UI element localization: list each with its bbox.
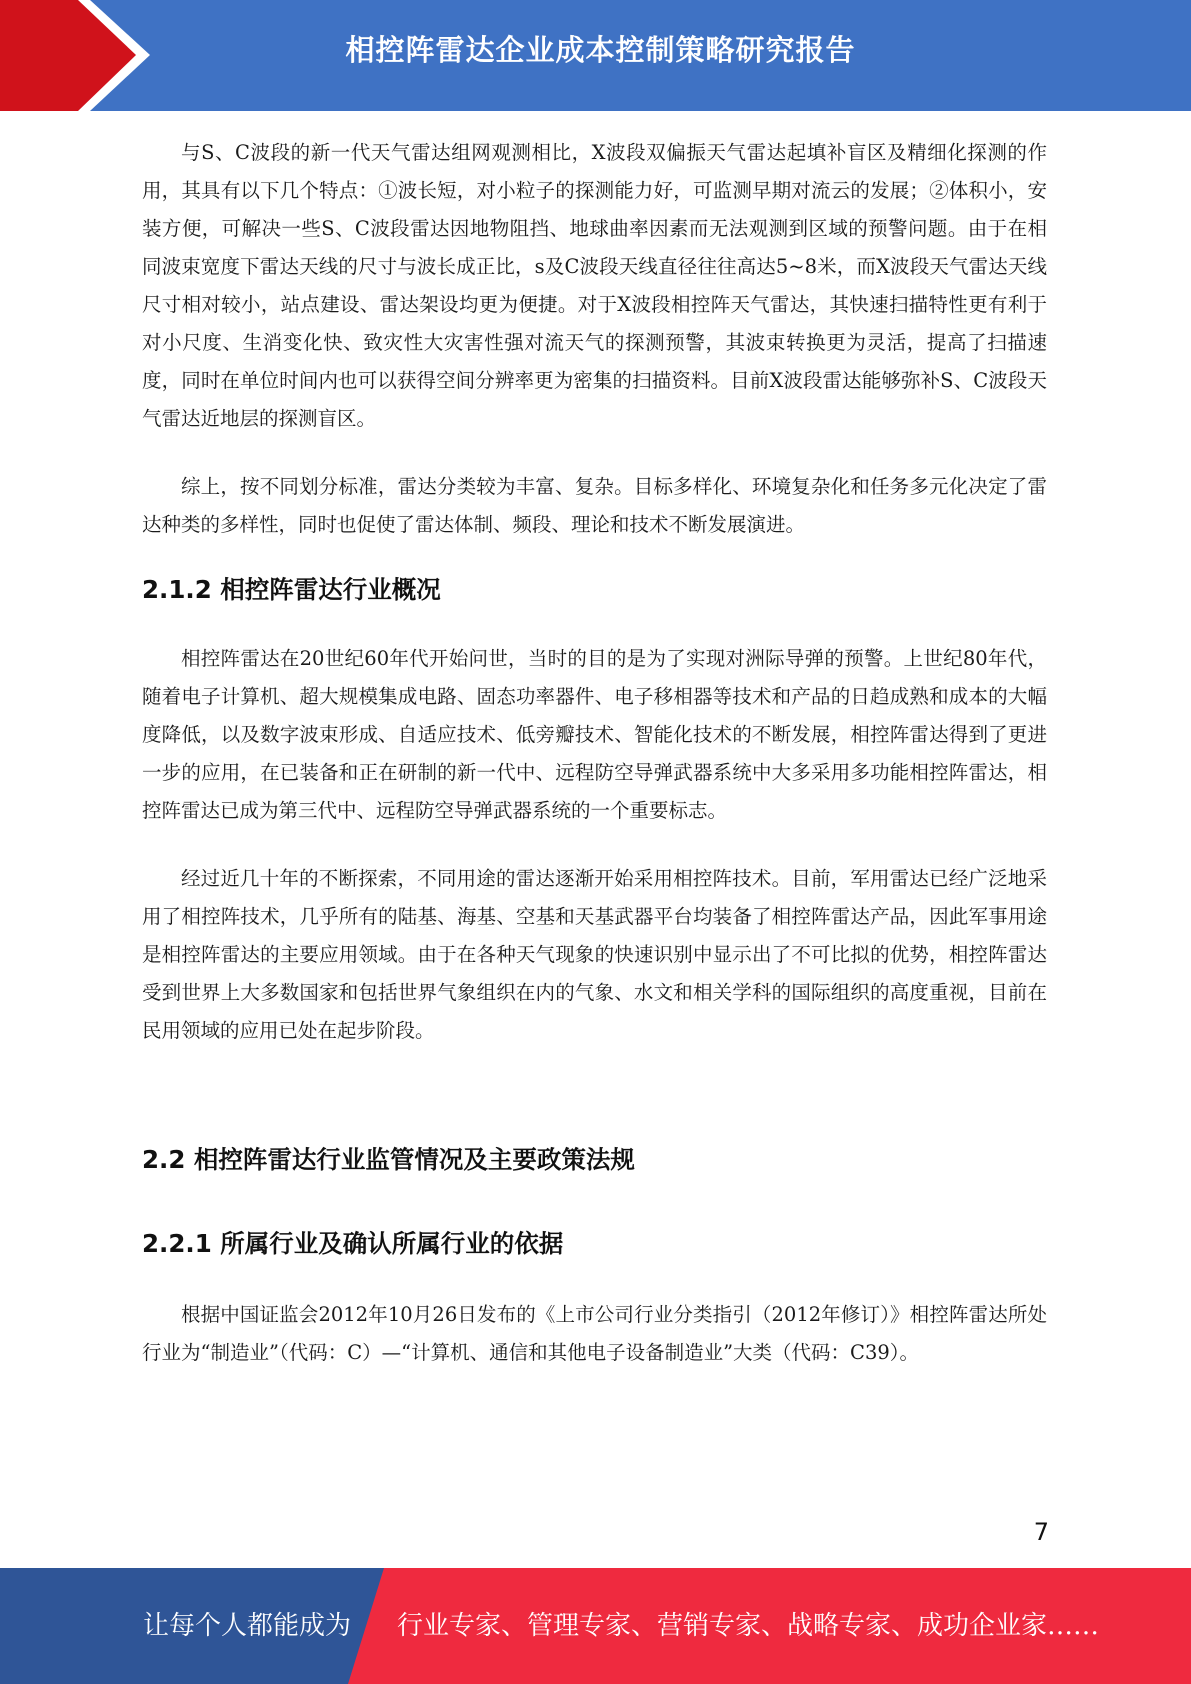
header-red-arrow-decoration xyxy=(0,0,150,111)
page-content xyxy=(142,134,1047,1372)
paragraph-phased-array-history: 相控阵雷达在20世纪60年代开始问世，当时的目的是为了实现对洲际导弹的预警。上世纪80年代，随着电子计算机、超大规模集成电路、固态功率器件、电子移相器等技术和产品的日趋成熟和成本的大幅度降低，以及数字波束形成、自适应技术、低旁瓣技术、智能化技术的不断发展，相控阵雷达得到了更进一步的应用，在已装备和正在研制的新一代中、远程防空导弹武器系统中大多采用多功能相控阵雷达，相控阵雷达已成为第三代中、远程防空导弹武器系统的一个重要标志。 xyxy=(142,647,1047,822)
section-heading-2-2: 2.2 相控阵雷达行业监管情况及主要政策法规 xyxy=(142,1145,635,1174)
section-heading-2-2-1: 2.2.1 所属行业及确认所属行业的依据 xyxy=(142,1229,564,1258)
section-heading-2-1-2: 2.1.2 相控阵雷达行业概况 xyxy=(142,575,441,604)
paragraph-summary: 综上，按不同划分标准，雷达分类较为丰富、复杂。目标多样化、环境复杂化和任务多元化决定了雷达种类的多样性，同时也促使了雷达体制、频段、理论和技术不断发展演进。 xyxy=(142,475,1047,536)
page-number: 7 xyxy=(1033,1518,1049,1546)
paragraph-phased-array-applications: 经过近几十年的不断探索，不同用途的雷达逐渐开始采用相控阵技术。目前，军用雷达已经广泛地采用了相控阵技术，几乎所有的陆基、海基、空基和天基武器平台均装备了相控阵雷达产品，因此军事用途是相控阵雷达的主要应用领域。由于在各种天气现象的快速识别中显示出了不可比拟的优势，相控阵雷达受到世界上大多数国家和包括世界气象组织在内的气象、水文和相关学科的国际组织的高度重视，目前在民用领域的应用已处在起步阶段。 xyxy=(142,867,1047,1042)
page-header xyxy=(0,0,1191,111)
report-title: 相控阵雷达企业成本控制策略研究报告 xyxy=(345,33,856,67)
paragraph-industry-classification: 根据中国证监会2012年10月26日发布的《上市公司行业分类指引（2012年修订）》相控阵雷达所处行业为“制造业”（代码：C）—“计算机、通信和其他电子设备制造业”大类（代码：C39）。 xyxy=(142,1303,1047,1364)
paragraph-x-band-radar: 与S、C波段的新一代天气雷达组网观测相比，X波段双偏振天气雷达起填补盲区及精细化探测的作用，其具有以下几个特点：①波长短，对小粒子的探测能力好，可监测早期对流云的发展；②体积小，安装方便，可解决一些S、C波段雷达因地物阻挡、地球曲率因素而无法观测到区域的预警问题。由于在相同波束宽度下雷达天线的尺寸与波长成正比，s及C波段天线直径往往高达5~8米，而X波段天气雷达天线尺寸相对较小，站点建设、雷达架设均更为便捷。对于X波段相控阵天气雷达，其快速扫描特性更有利于对小尺度、生消变化快、致灾性大灾害性强对流天气的探测预警，其波束转换更为灵活，提高了扫描速度，同时在单位时间内也可以获得空间分辨率更为密集的扫描资料。目前X波段雷达能够弥补S、C波段天气雷达近地层的探测盲区。 xyxy=(142,141,1047,430)
page-footer xyxy=(0,1568,1191,1684)
footer-slogan-left: 让每个人都能成为 xyxy=(143,1611,352,1641)
footer-slogan-right: 行业专家、管理专家、营销专家、战略专家、成功企业家…… xyxy=(397,1611,1100,1641)
